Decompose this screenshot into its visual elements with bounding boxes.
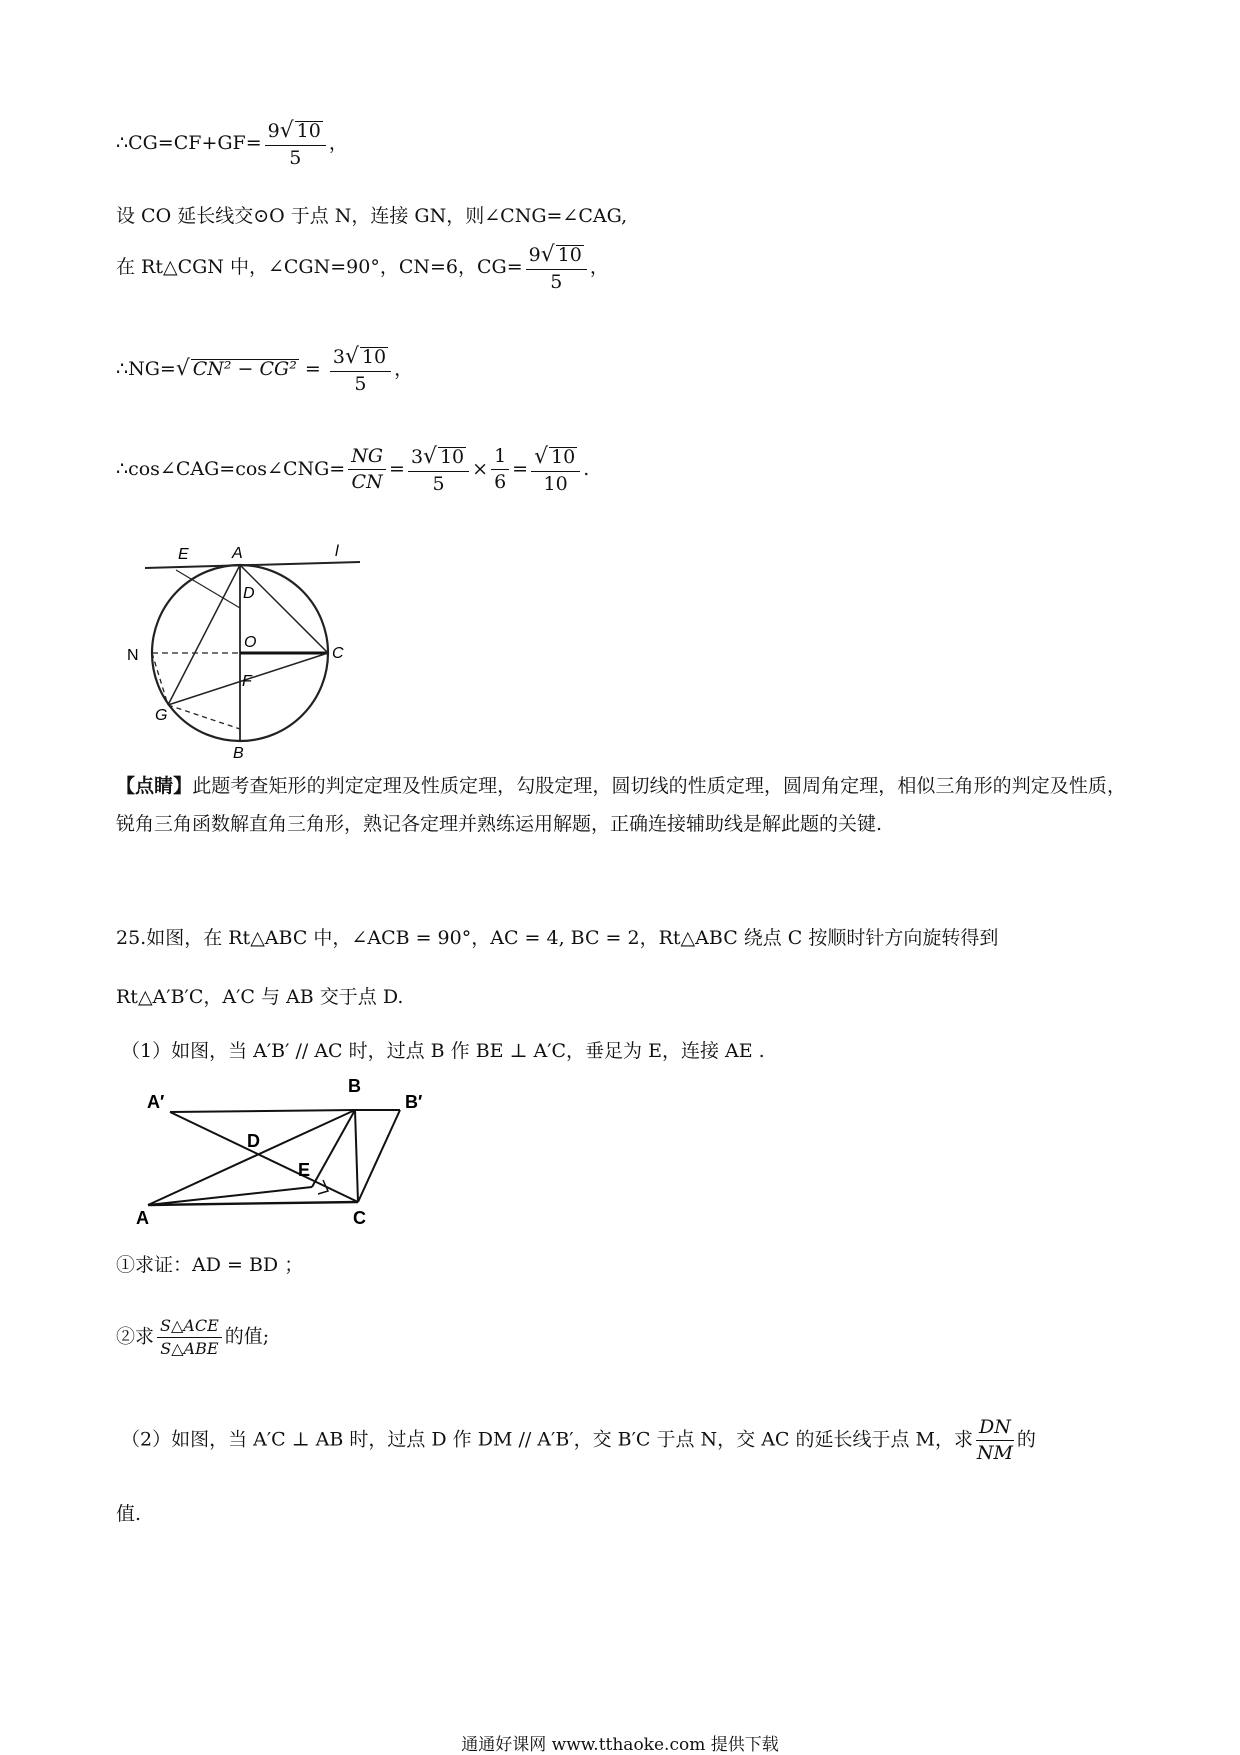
- problem25-part2-line2: 值.: [116, 1503, 142, 1525]
- label-d: D: [247, 1131, 260, 1151]
- fraction: $\frac{1}{6}$: [491, 447, 509, 492]
- label-b-prime: B′: [405, 1092, 423, 1112]
- question-1: ①求证：AD = BD ；: [116, 1254, 304, 1276]
- dn-nm-fraction: $\frac{DN}{NM}$: [976, 1416, 1013, 1464]
- fraction: $\frac{3√ 10}{5}$: [330, 346, 391, 394]
- label-o: O: [244, 634, 257, 651]
- label-a: A: [136, 1208, 149, 1228]
- line-rt-cgn: 在 Rt△CGN 中，∠CGN=90°，CN=6，CG= $\frac{9√ 10}{5}$ ，: [116, 242, 609, 293]
- rotation-figure: [130, 1070, 450, 1235]
- fraction: $\frac{NG}{CN}$: [348, 447, 386, 492]
- comment-tag: 【点睛】: [116, 775, 193, 797]
- problem25-part1: （1）如图，当 A′B′ // AC 时，过点 B 作 BE ⊥ A′C，垂足为 E，连接 AE .: [121, 1040, 765, 1062]
- label-b: B: [233, 745, 244, 762]
- line-ng: ∴NG=√ CN² − CG² = $\frac{3√ 10}{5}$ ，: [116, 344, 414, 395]
- fraction: $\frac{√ 10}{10}$: [531, 446, 580, 494]
- circle-figure: [120, 540, 370, 765]
- question-2: ②求 $\frac{\text{S△ACE}}{\text{S△ABE}}$ 的值;: [116, 1316, 270, 1358]
- fraction: $\frac{3√ 10}{5}$: [408, 446, 469, 494]
- label-f: F: [242, 673, 252, 690]
- label-b: B: [348, 1076, 361, 1096]
- comment-paragraph: 【点睛】此题考查矩形的判定定理及性质定理，勾股定理，圆切线的性质定理，圆周角定理，相似三角形的判定及性质，锐角三角函数解直角三角形，熟记各定理并熟练运用解题，正确连接辅助线是解此题的关键.: [116, 775, 1126, 835]
- problem25-line2: Rt△A′B′C，A′C 与 AB 交于点 D.: [116, 986, 404, 1008]
- line-extend-co: 设 CO 延长线交⊙O 于点 N，连接 GN，则∠CNG=∠CAG,: [116, 205, 628, 227]
- label-c: C: [332, 645, 344, 662]
- line-cg: ∴CG=CF+GF= $\frac{9√ 10}{5}$ ，: [116, 118, 348, 169]
- fraction: $\frac{9√ 10}{5}$: [265, 120, 326, 168]
- fraction: $\frac{9√ 10}{5}$: [526, 244, 587, 292]
- label-a-prime: A′: [147, 1092, 165, 1112]
- problem25-line1: 25.如图，在 Rt△ABC 中，∠ACB = 90°，AC = 4, BC = 2，Rt△ABC 绕点 C 按顺时针方向旋转得到: [116, 927, 999, 949]
- problem25-part2: （2）如图，当 A′C ⊥ AB 时，过点 D 作 DM // A′B′，交 B′C 于点 N，交 AC 的延长线于点 M，求 $\frac{DN}{NM}$ 的: [121, 1416, 1036, 1464]
- label-n: N: [127, 647, 139, 664]
- label-a: A: [232, 545, 243, 562]
- area-ratio-fraction: $\frac{\text{S△ACE}}{\text{S△ABE}}$: [157, 1318, 222, 1357]
- footer: 通通好课网 www.tthaoke.com 提供下载: [461, 1735, 779, 1755]
- label-l: l: [335, 543, 339, 560]
- label-e: E: [178, 546, 189, 563]
- label-e: E: [298, 1160, 311, 1180]
- line-cos: ∴cos∠CAG=cos∠CNG= $\frac{NG}{CN}$ = $\frac{3√ 10}{5}$ × $\frac{1}{6}$ = $\frac{√ 10}{10}$ .: [116, 444, 590, 495]
- label-c: C: [353, 1208, 366, 1228]
- label-g: G: [155, 707, 168, 724]
- label-d: D: [243, 585, 255, 602]
